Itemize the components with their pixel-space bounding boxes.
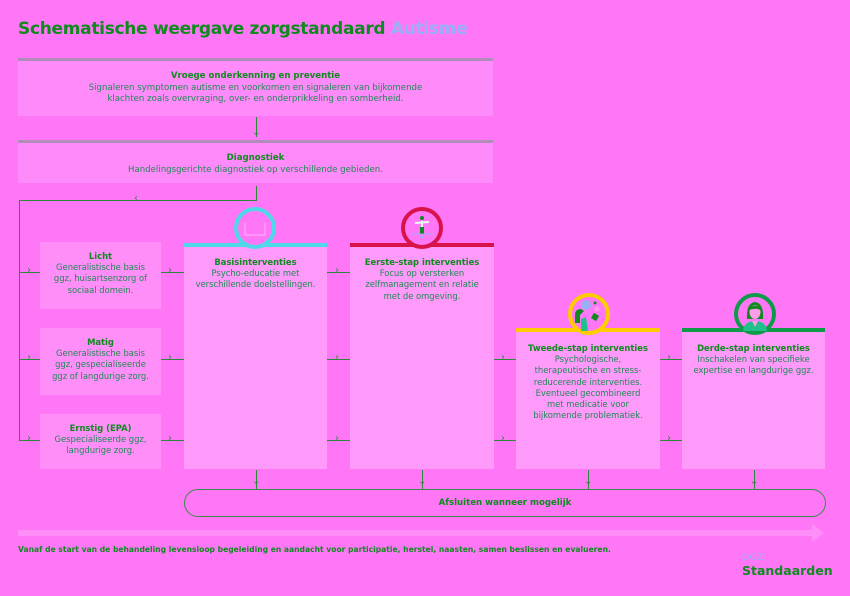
early-detection-box: [18, 61, 493, 116]
balance-person-icon: [401, 207, 443, 249]
arrow-down-icon: ⌄: [418, 476, 427, 487]
connector: [494, 359, 516, 360]
logo-bottom: Standaarden: [742, 563, 833, 578]
book-icon: [234, 207, 276, 249]
arrow-down-icon: ⌄: [252, 476, 261, 487]
diagnostics-text: Handelingsgerichte diagnostiek op verschillende gebieden.: [128, 164, 383, 175]
arrow-right-icon: ›: [27, 352, 31, 363]
logo-top: GGZ: [742, 553, 764, 563]
arrow-right-icon: ›: [667, 433, 671, 444]
arrow-right-icon: ›: [667, 352, 671, 363]
column-basis: [184, 243, 327, 469]
severity-moderate-title: Matig: [87, 337, 114, 347]
title-main: Schematische weergave zorgstandaard: [18, 19, 386, 39]
spine-line: [19, 200, 20, 441]
connector: [494, 440, 516, 441]
column-basis-text: Psycho-educatie met verschillende doelstellingen.: [195, 268, 316, 290]
arrow-right-icon: ›: [168, 433, 172, 444]
column-third-step: [682, 328, 825, 469]
arrow-right-icon: ›: [501, 352, 505, 363]
woman-avatar-icon: [734, 293, 776, 335]
timeline-band: [18, 530, 814, 536]
head-puzzle-icon: [568, 293, 610, 335]
diagnostics-title: Diagnostiek: [226, 153, 285, 163]
arrow-right-icon: ›: [335, 352, 339, 363]
arrow-right-icon: ›: [27, 433, 31, 444]
column-first-step: [350, 243, 494, 469]
column-first-step-title: Eerste-stap interventies: [364, 257, 480, 267]
early-detection-title: Vroege onderkenning en preventie: [170, 71, 341, 81]
arrow-down-icon: ⌄: [584, 476, 593, 487]
severity-severe-text: Gespecialiseerde ggz, langdurige zorg.: [54, 434, 147, 456]
arrow-right-icon: ›: [335, 265, 339, 276]
connector: [660, 440, 682, 441]
arrow-right-icon: ›: [501, 433, 505, 444]
severity-severe-title: Ernstig (EPA): [69, 423, 132, 433]
closing-label: Afsluiten wanneer mogelijk: [438, 498, 572, 508]
arrow-right-icon: ›: [27, 265, 31, 276]
severity-moderate: [40, 328, 161, 395]
severity-light: [40, 242, 161, 309]
arrow-down-icon: ⌄: [252, 127, 261, 138]
page-title: [18, 19, 467, 39]
column-second-step: [516, 328, 660, 469]
column-third-step-title: Derde-stap interventies: [697, 343, 810, 353]
arrow-left-icon: ‹: [134, 193, 138, 204]
connector: [161, 359, 184, 360]
column-third-step-text: Inschakelen van specifieke expertise en langdurige ggz.: [693, 354, 814, 376]
timeline-arrow-icon: [812, 524, 824, 542]
ggz-standaarden-logo: [742, 553, 833, 578]
severity-light-title: Licht: [88, 251, 113, 261]
footer-note: Vanaf de start van de behandeling levensloop begeleiding en aandacht voor participatie, herstel, naasten, samen beslissen en evalueren.: [18, 545, 611, 554]
connector: [660, 359, 682, 360]
severity-severe: [40, 414, 161, 469]
column-second-step-text: Psychologische, therapeutische en stress-reducerende interventies. Eventueel gecombineerd met medicatie voor bijkomende problematiek.: [533, 354, 643, 421]
column-first-step-text: Focus op versterken zelfmanagement en relatie met de omgeving.: [365, 268, 479, 301]
connector: [161, 272, 184, 273]
closing-pill: [184, 489, 826, 517]
severity-light-text: Generalistische basis ggz, huisartsenzorg of sociaal domein.: [53, 262, 148, 295]
connector: [256, 186, 257, 201]
column-basis-title: Basisinterventies: [214, 257, 297, 267]
column-second-step-title: Tweede-stap interventies: [528, 343, 648, 353]
early-detection-text: Signaleren symptomen autisme en voorkomen en signaleren van bijkomende klachten zoals overvraging, over- en onderprikkeling en somberheid.: [88, 82, 423, 104]
severity-moderate-text: Generalistische basis ggz, gespecialiseerde ggz of langdurige zorg.: [52, 348, 149, 381]
title-accent: Autisme: [390, 19, 468, 39]
arrow-right-icon: ›: [168, 352, 172, 363]
diagnostics-box: [18, 143, 493, 183]
arrow-down-icon: ⌄: [750, 476, 759, 487]
connector: [161, 440, 184, 441]
connector: [19, 200, 257, 201]
arrow-right-icon: ›: [335, 433, 339, 444]
arrow-right-icon: ›: [168, 265, 172, 276]
